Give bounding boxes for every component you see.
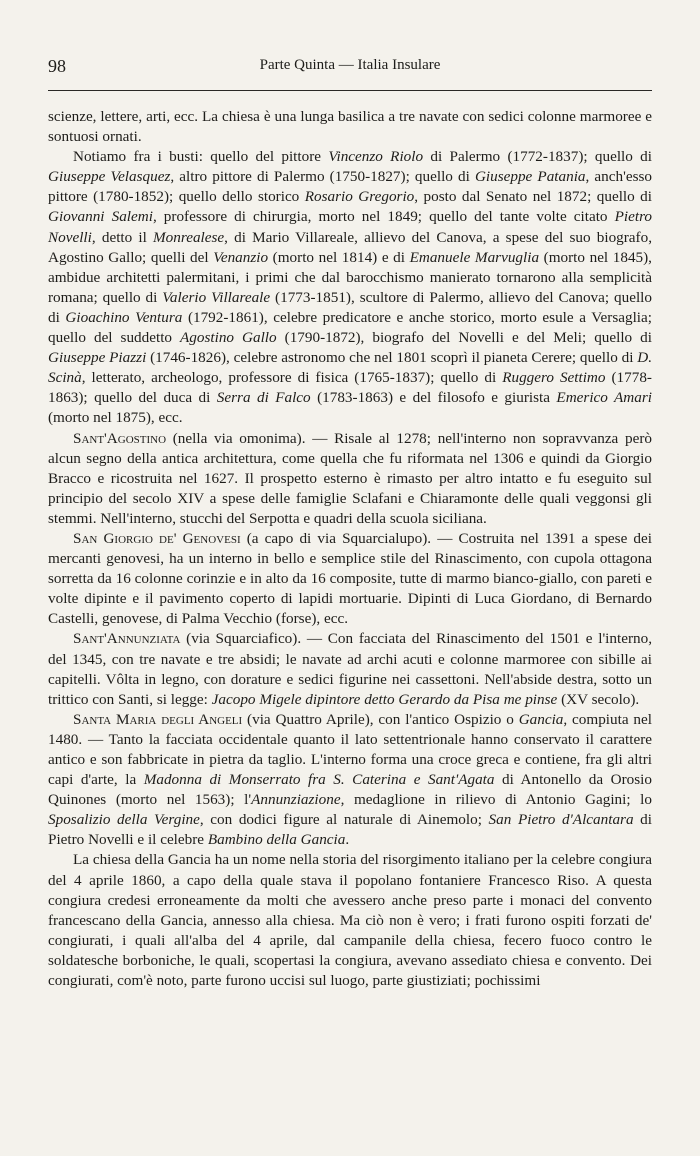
text-run: (a capo di via Squarcialupo). — Costruita nel 1391 a spese dei mercanti genovesi, ha un interno in bello e semplice stile del Rinascimento, con cupola ottagona sorretta da 16 colonne corinzie e in alto da 16 composite, tutte di marmo bianco-giallo, con pareti e volte dipinte e il pavimento coperto di lapidi mortuarie. Dipinti di Luca Giordano, di Bernardo Castelli, genovese, di Palma Vecchio (forse), ecc. xyxy=(48,529,652,628)
text-run: , detto il xyxy=(91,228,154,246)
text-run: , anch'esso pittore (1780-1852); quello dello storico xyxy=(48,168,652,206)
text-run: (1792-1861), celebre predicatore e anche storico, morto esule a Versaglia; quello del suddetto xyxy=(48,308,652,347)
italic-text: Jacopo Migele dipintore detto Gerardo da Pisa me pinse xyxy=(211,690,558,708)
text-run: (via Quattro Aprile), con l'antico Ospizio o xyxy=(242,710,519,728)
text-run: , letterato, archeologo, professore di fisica (1765-1837); quello di xyxy=(81,369,503,387)
text-run: (morto nel 1845), ambidue architetti palermitani, i primi che dal barocchismo manierato tornarono alla semplicità romana; quello di xyxy=(48,248,652,306)
text-run: (1773-1851), scultore di Palermo, allievo del Canova; quello di xyxy=(48,288,652,326)
body-text xyxy=(48,107,652,991)
header-rule xyxy=(48,90,652,91)
paragraph-p2 xyxy=(48,147,652,428)
paragraph-p6 xyxy=(48,710,652,851)
text-run: , professore di chirurgia, morto nel 1849; quello del tante volte citato xyxy=(152,208,615,226)
text-run: , posto dal Senato nel 1872; quello di xyxy=(414,188,652,206)
paragraph-p5 xyxy=(48,629,652,709)
text-run: (1790-1872), biografo del Novelli e del Meli; quello di xyxy=(276,329,652,347)
italic-text: Rosario Gregorio xyxy=(304,188,415,206)
text-run: (nella via omonima). — Risale al 1278; nell'interno non sopravvanza però alcun segno della antica architettura, come quella che fu riformata nel 1306 e quindi da Giorgio Bracco e ricostruita nel 1627. Il prospetto esterno è rimasto per altro intatto e fu eseguito sul principio del secolo XIV a spese delle famiglie Sclafani e Chiaramonte delle quali veggonsi gli stemmi. Nell'interno, stucchi del Serpotta e quadri della scuola siciliana. xyxy=(48,429,652,527)
italic-text: Gancia xyxy=(518,710,564,728)
text-run: Notiamo fra i busti: quello del pittore xyxy=(73,148,329,166)
italic-text: Annunziazione xyxy=(251,791,341,809)
text-run: , compiuta nel 1480. — Tanto la facciata occidentale quanto il lato settentrionale hanno conservato il carattere antico e son fabbricate in pietra da taglio. L'interno forma una croce greca e contiene, fra gli altri capi d'arte, la xyxy=(48,710,652,789)
italic-text: Emanuele Marvuglia xyxy=(409,248,540,266)
page-header xyxy=(48,56,652,76)
italic-text: Serra di Falco xyxy=(216,389,311,407)
text-run: (1778-1863); quello del duca di xyxy=(48,369,652,407)
text-run: (morto nel 1814) e di xyxy=(268,248,410,266)
text-run: , medaglione in rilievo di Antonio Gagini; lo xyxy=(340,791,652,809)
text-run: di Palermo (1772-1837); quello di xyxy=(423,148,652,166)
paragraph-p4 xyxy=(48,529,652,629)
italic-text: Monrealese xyxy=(153,228,225,246)
paragraph-p3 xyxy=(48,429,652,529)
entry-heading: Sant'Annunziata xyxy=(73,630,181,648)
italic-text: Emerico Amari xyxy=(556,389,652,407)
text-run: (1783-1863) e del filosofo e giurista xyxy=(310,389,557,407)
italic-text: Giuseppe Piazzi xyxy=(48,349,147,367)
page-number: 98 xyxy=(48,56,66,76)
text-run: (1746-1826), celebre astronomo che nel 1801 scoprì il pianeta Cerere; quello di xyxy=(146,349,638,367)
text-run: di Pietro Novelli e il celebre xyxy=(48,811,652,849)
text-run: , con dodici figure al naturale di Ainemolo; xyxy=(199,811,489,829)
text-run: , altro pittore di Palermo (1750-1827); quello di xyxy=(170,168,475,186)
italic-text: Pietro Novelli xyxy=(48,208,653,246)
italic-text: Giovanni Salemi xyxy=(48,208,153,226)
italic-text: Agostino Gallo xyxy=(180,329,277,347)
running-title: Parte Quinta — Italia Insulare xyxy=(259,57,441,73)
italic-text: D. Scinà xyxy=(48,349,652,387)
text-run: di Antonello da Orosio Quinones (morto nel 1563); l' xyxy=(48,771,652,809)
entry-heading: Santa Maria degli Angeli xyxy=(73,710,243,728)
italic-text: Venanzio xyxy=(213,248,269,266)
italic-text: Giuseppe Patania xyxy=(474,168,586,186)
italic-text: Bambino della Gancia xyxy=(207,831,346,849)
text-run: , di Mario Villareale, allievo del Canova, a spese del suo biografo, Agostino Gallo; quelli del xyxy=(48,228,652,266)
italic-text: Ruggero Settimo xyxy=(502,369,606,387)
text-run: (XV secolo). xyxy=(557,690,640,708)
italic-text: Valerio Villareale xyxy=(162,288,271,306)
italic-text: Madonna di Monserrato fra S. Caterina e Sant'Agata xyxy=(143,771,495,789)
italic-text: Gioachino Ventura xyxy=(65,308,183,326)
text-run: (morto nel 1875), ecc. xyxy=(48,409,183,427)
text-run: (via Squarciafico). — Con facciata del Rinascimento del 1501 e l'interno, del 1345, con tre navate e tre absidi; le navate ad archi acuti e colonne marmoree con sibille ai capitelli. Vôlta in legno, con dorature e sedici figurine nei cassettoni. Nell'abside destra, sotto un trittico con Santi, si legge: xyxy=(48,630,652,708)
italic-text: Sposalizio della Vergine xyxy=(48,811,200,829)
text-run: . xyxy=(345,831,350,849)
paragraph-p7 xyxy=(48,850,652,991)
paragraph-p1 xyxy=(48,107,652,147)
entry-heading: San Giorgio de' Genovesi xyxy=(73,529,241,547)
entry-heading: Sant'Agostino xyxy=(73,429,167,447)
italic-text: San Pietro d'Alcantara xyxy=(488,811,634,829)
italic-text: Vincenzo Riolo xyxy=(328,148,424,166)
italic-text: Giuseppe Velasquez xyxy=(48,168,171,186)
text-run: La chiesa della Gancia ha un nome nella storia del risorgimento italiano per la celebre congiura del 4 aprile 1860, a capo della quale stava il popolano fontaniere Francesco Riso. A questa congiura credesi erroneamente da molti che avessero anche preso parte i monaci del convento francescano della Gancia, annesso alla chiesa. Ma ciò non è vero; i frati furono ospiti forzati de' congiurati, i quali all'alba del 4 aprile, dal campanile della chiesa, fecero fuoco contro le soldatesche borboniche, le quali, scopertasi la congiura, avevano assediato chiesa e convento. Dei congiurati, com'è noto, parte furono uccisi sul luogo, parte giustiziati; pochissimi xyxy=(48,851,652,990)
text-run: scienze, lettere, arti, ecc. La chiesa è una lunga basilica a tre navate con sedici colonne marmoree e sontuosi ornati. xyxy=(48,108,652,146)
